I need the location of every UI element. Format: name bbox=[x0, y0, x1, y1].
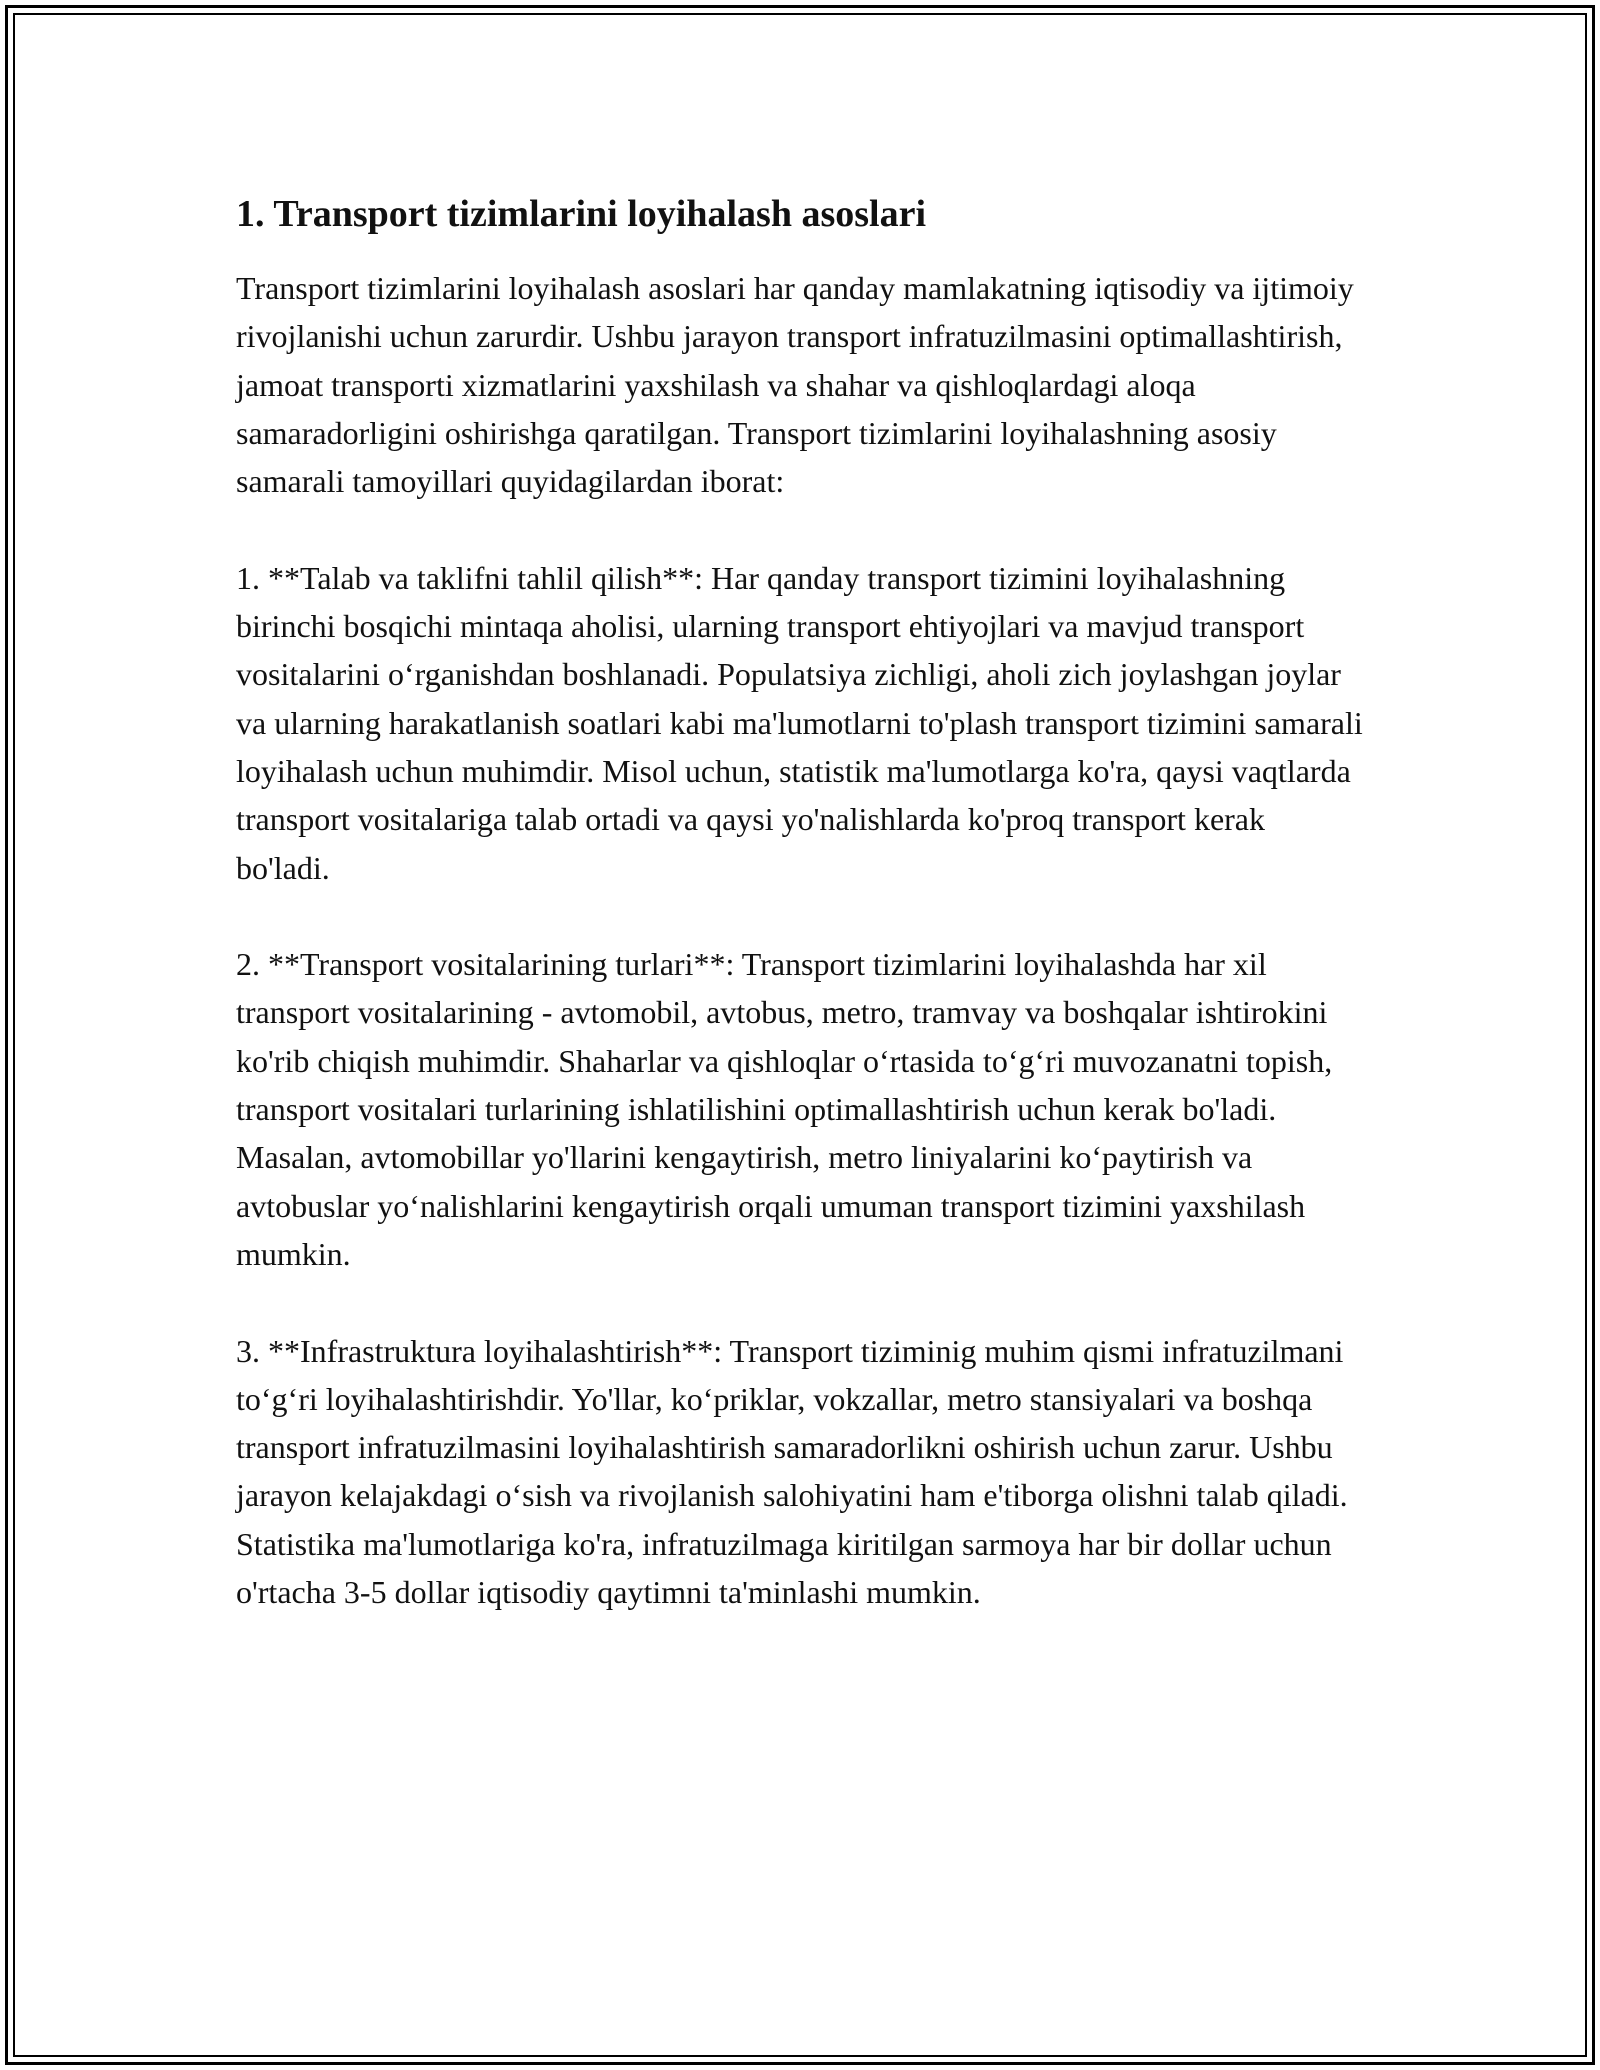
intro-paragraph: Transport tizimlarini loyihalash asoslari har qanday mamlakatning iqtisodiy va ijtimoiy rivojlanishi uchun zarurdir. Ushbu jarayon transport infratuzilmasini optimallashtirish, jamoat transporti xizmatlarini yaxshilash va shahar va qishloqlardagi aloqa samaradorligini oshirishga qaratilgan. Transport tizimlarini loyihalashning asosiy samarali tamoyillari quyidagilardan iborat: bbox=[236, 270, 1354, 500]
paragraph-infrastructure: 3. **Infrastruktura loyihalashtirish**: Transport tiziminig muhim qismi infratuzilmani toʻgʻri loyihalashtirishdir. Yo'llar, koʻpriklar, vokzallar, metro stansiyalari va boshqa transport infratuzilmasini loyihalashtirish samaradorlikni oshirish uchun zarur. Ushbu jarayon kelajakdagi oʻsish va rivojlanish salohiyatini ham e'tiborga olishni talab qiladi. Statistika ma'lumotlariga ko'ra, infratuzilmaga kiritilgan sarmoya har bir dollar uchun o'rtacha 3-5 dollar iqtisodiy qaytimni ta'minlashi mumkin. bbox=[236, 1332, 1348, 1611]
document-body bbox=[236, 188, 1364, 1616]
section-heading: 1. Transport tizimlarini loyihalash asoslari bbox=[236, 193, 927, 235]
paragraph-vehicle-types: 2. **Transport vositalarining turlari**: Transport tizimlarini loyihalashda har xil transport vositalarining - avtomobil, avtobus, metro, tramvay va boshqalar ishtirokini ko'rib chiqish muhimdir. Shaharlar va qishloqlar oʻrtasida toʻgʻri muvozanatni topish, transport vositalari turlarining ishlatilishini optimallashtirish uchun kerak bo'ladi. Masalan, avtomobillar yo'llarini kengaytirish, metro liniyalarini koʻpaytirish va avtobuslar yoʻnalishlarini kengaytirish orqali umuman transport tizimini yaxshilash mumkin. bbox=[236, 946, 1333, 1272]
paragraph-demand-analysis: 1. **Talab va taklifni tahlil qilish**: Har qanday transport tizimini loyihalashning birinchi bosqichi mintaqa aholisi, ularning transport ehtiyojlari va mavjud transport vositalarini oʻrganishdan boshlanadi. Populatsiya zichligi, aholi zich joylashgan joylar va ularning harakatlanish soatlari kabi ma'lumotlarni to'plash transport tizimini samarali loyihalash uchun muhimdir. Misol uchun, statistik ma'lumotlarga ko'ra, qaysi vaqtlarda transport vositalariga talab ortadi va qaysi yo'nalishlarda ko'proq transport kerak bo'ladi. bbox=[236, 559, 1363, 886]
